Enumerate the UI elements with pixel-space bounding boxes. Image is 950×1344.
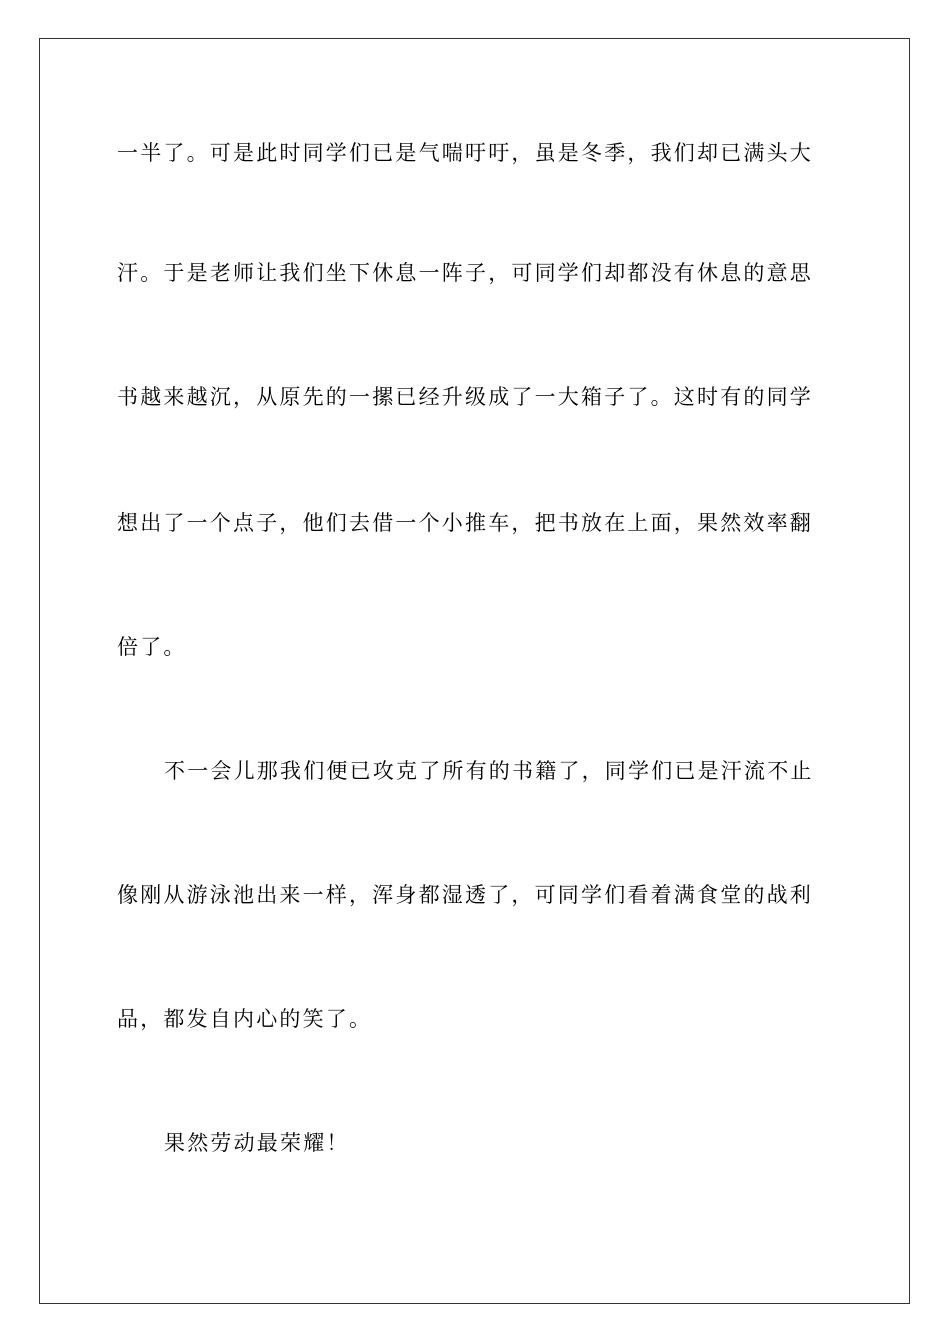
text-line: 品，都发自内心的笑了。 bbox=[117, 1007, 373, 1031]
text-line: 倍了。 bbox=[117, 635, 187, 659]
text-line-paragraph-start: 不一会儿那我们便已攻克了所有的书籍了，同学们已是汗流不止 bbox=[164, 759, 814, 783]
text-line: 汗。于是老师让我们坐下休息一阵子，可同学们却都没有休息的意思 bbox=[117, 261, 813, 285]
text-line-paragraph-start: 果然劳动最荣耀！ bbox=[164, 1131, 350, 1155]
text-line: 想出了一个点子，他们去借一个小推车，把书放在上面，果然效率翻 bbox=[117, 511, 813, 535]
page-border bbox=[39, 38, 910, 1304]
text-line: 一半了。可是此时同学们已是气喘吁吁，虽是冬季，我们却已满头大 bbox=[117, 141, 813, 165]
text-line: 像刚从游泳池出来一样，浑身都湿透了，可同学们看着满食堂的战利 bbox=[117, 883, 813, 907]
text-line: 书越来越沉，从原先的一摞已经升级成了一大箱子了。这时有的同学 bbox=[117, 385, 813, 409]
